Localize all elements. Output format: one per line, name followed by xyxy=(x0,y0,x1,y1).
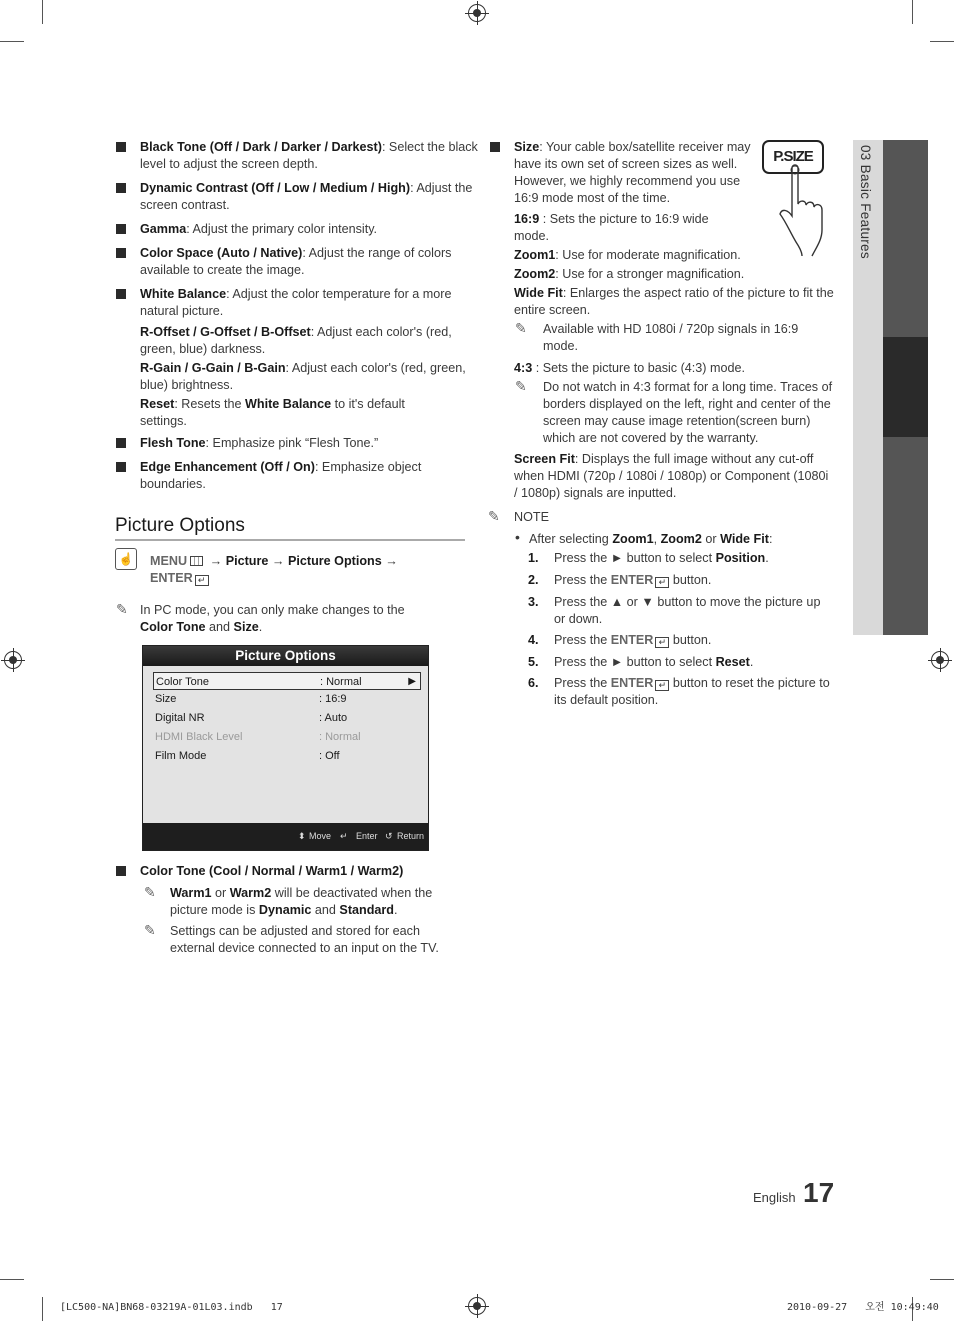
osd-row-color-tone[interactable] xyxy=(153,672,421,690)
bullet-square-icon xyxy=(116,183,126,193)
step-text: button. xyxy=(669,573,712,587)
bullet-flesh-tone xyxy=(140,435,480,452)
step-number: 1. xyxy=(528,551,539,565)
osd-move-label: Move xyxy=(309,831,332,841)
item-title: Edge Enhancement (Off / On) xyxy=(140,460,315,474)
item-desc: : Adjust each color's (red, green, blue) darkness. xyxy=(140,325,452,356)
step-bold: ENTER xyxy=(610,676,654,690)
note-text: Do not watch in 4:3 format for a long time. Traces of borders displayed on the left, right and center of the screen may cause image retention(screen burn) which are not covered by the warranty. xyxy=(543,380,833,445)
page-number: 17 xyxy=(803,1177,835,1208)
item-title: R-Gain / G-Gain / B-Gain xyxy=(140,361,286,375)
osd-row-label: HDMI Black Level xyxy=(155,731,243,743)
note-bold: Standard xyxy=(339,903,395,917)
osd-return-label: Return xyxy=(397,831,425,841)
item-desc: : Resets the xyxy=(174,397,246,411)
item-desc: , xyxy=(653,532,661,546)
bullet-square-icon xyxy=(490,142,500,152)
note-text: . xyxy=(258,620,263,634)
step-text: Press the xyxy=(554,633,611,647)
size-wide-fit xyxy=(514,285,834,319)
item-desc: : Adjust the color temperature for a more natural picture. xyxy=(140,287,452,318)
step-bold: Reset xyxy=(715,655,750,669)
dot-bullet: • xyxy=(515,529,520,545)
chapter-tab-block-active xyxy=(883,337,928,437)
registration-mark-icon xyxy=(468,1297,486,1315)
crop-mark xyxy=(0,41,24,42)
bullet-color-tone xyxy=(140,863,480,880)
enter-label: ENTER xyxy=(150,571,193,585)
hand-pointer-icon: ☝ xyxy=(115,548,137,570)
note-text: and xyxy=(311,903,340,917)
note-text: Settings can be adjusted and stored for each external device connected to an input on the TV. xyxy=(170,924,439,955)
item-bold: Wide Fit xyxy=(720,532,769,546)
osd-row-label: Color Tone xyxy=(156,676,209,688)
step-bold: Position xyxy=(715,551,766,565)
note-text: . xyxy=(394,903,398,917)
crop-mark xyxy=(42,0,43,24)
bullet-size xyxy=(514,139,754,207)
osd-row-label: Size xyxy=(155,693,177,705)
wide-fit-note xyxy=(515,320,823,355)
item-title: R-Offset / G-Offset / B-Offset xyxy=(140,325,311,339)
bullet-black-tone xyxy=(140,139,480,173)
step-text: button to reset the picture to its default position. xyxy=(554,676,830,707)
bullet-square-icon xyxy=(116,248,126,258)
bullet-square-icon xyxy=(116,289,126,299)
item-title: Zoom2 xyxy=(514,267,556,281)
pencil-icon: ✎ xyxy=(144,884,156,900)
note-bold: Color Tone xyxy=(140,620,206,634)
enter-icon: ↵ xyxy=(340,831,348,841)
crop-mark xyxy=(930,1279,954,1280)
note-text: will be deactivated when the picture mode is xyxy=(170,886,433,917)
note-text: Available with HD 1080i / 720p signals in 16:9 mode. xyxy=(543,322,799,353)
chapter-tab-block xyxy=(883,437,928,635)
step-number: 3. xyxy=(528,595,539,609)
note-bold: Dynamic xyxy=(258,903,312,917)
path-picture-options: Picture Options xyxy=(287,554,382,568)
size-4-3 xyxy=(514,360,834,377)
item-desc: : Select the black level to adjust the screen depth. xyxy=(140,140,478,171)
enter-icon: ↵ xyxy=(655,577,669,588)
note-label: NOTE xyxy=(514,510,549,524)
hand-press-icon xyxy=(776,160,842,258)
menu-grid-icon xyxy=(190,556,203,566)
path-picture: Picture xyxy=(225,554,269,568)
note-text: and xyxy=(205,620,234,634)
crop-mark xyxy=(930,41,954,42)
step-text: Press the xyxy=(554,676,611,690)
step-item xyxy=(528,632,834,649)
osd-row-hdmi-black-level xyxy=(153,728,421,746)
item-desc: : Adjust the screen contrast. xyxy=(140,181,473,212)
step-number: 4. xyxy=(528,633,539,647)
bullet-dynamic-contrast xyxy=(140,180,480,214)
item-desc: or xyxy=(701,532,721,546)
size-screen-fit xyxy=(514,451,834,502)
pencil-icon: ✎ xyxy=(515,320,527,336)
size-16-9 xyxy=(514,211,729,245)
pencil-icon: ✎ xyxy=(116,601,128,617)
item-title: Zoom1 xyxy=(514,248,556,262)
item-desc: : Use for moderate magnification. xyxy=(555,248,741,262)
step-item xyxy=(528,572,834,589)
osd-row-value: : Auto xyxy=(319,712,348,724)
osd-picture-options-menu xyxy=(142,645,429,851)
item-title: Wide Fit xyxy=(514,286,563,300)
item-title: Dynamic Contrast (Off / Low / Medium / High) xyxy=(140,181,411,195)
step-bold: ENTER xyxy=(610,573,654,587)
item-title: Screen Fit xyxy=(514,452,575,466)
path-arrow: → xyxy=(206,554,226,568)
note-bold: Warm1 xyxy=(170,886,212,900)
item-title: Size xyxy=(514,140,540,154)
section-title: Picture Options xyxy=(115,517,465,541)
bullet-color-space xyxy=(140,245,480,279)
sub-offset xyxy=(140,324,480,358)
osd-row-value: : Normal xyxy=(320,676,362,688)
item-desc: : Emphasize pink “Flesh Tone.” xyxy=(205,436,379,450)
bullet-square-icon xyxy=(116,224,126,234)
enter-icon: ↵ xyxy=(655,680,669,691)
item-desc: : Displays the full image without any cut-off when HDMI (720p / 1080i / 1080p) or Component (1080i / 1080p) signals are inputted. xyxy=(514,452,829,500)
step-text: . xyxy=(765,551,769,565)
enter-icon: ↵ xyxy=(655,637,669,648)
registration-mark-icon xyxy=(931,651,949,669)
step-text: Press the ► button to select xyxy=(554,551,716,565)
osd-row-value: : Off xyxy=(319,750,340,762)
item-desc: : Adjust each color's (red, green, blue) brightness. xyxy=(140,361,466,392)
bullet-square-icon xyxy=(116,438,126,448)
item-desc: : Adjust the range of colors available to create the image. xyxy=(140,246,452,277)
path-arrow: → xyxy=(381,554,398,568)
osd-enter-label: Enter xyxy=(356,831,378,841)
item-desc: : Use for a stronger magnification. xyxy=(555,267,745,281)
item-title: Gamma xyxy=(140,222,187,236)
registration-mark-icon xyxy=(4,651,22,669)
crop-mark xyxy=(0,1279,24,1280)
note-heading xyxy=(488,508,549,526)
psize-button-icon: P.SIZE xyxy=(762,140,824,174)
menu-path xyxy=(150,553,430,587)
crop-mark xyxy=(912,0,913,24)
item-desc: After selecting xyxy=(529,532,613,546)
sub-gain xyxy=(140,360,480,394)
crop-mark xyxy=(42,1297,43,1321)
item-title: Reset xyxy=(140,397,175,411)
note-text: or xyxy=(211,886,230,900)
osd-title: Picture Options xyxy=(143,646,428,666)
bullet-square-icon xyxy=(116,142,126,152)
step-item xyxy=(528,654,834,671)
step-number: 2. xyxy=(528,573,539,587)
warm-note xyxy=(144,884,460,919)
footer-language: English xyxy=(753,1190,796,1205)
item-title: Color Space (Auto / Native) xyxy=(140,246,303,260)
sub-reset xyxy=(140,396,440,430)
item-desc: : xyxy=(768,532,773,546)
move-icon: ⬍ xyxy=(298,831,306,841)
bullet-square-icon xyxy=(116,866,126,876)
step-text: Press the ► button to select xyxy=(554,655,716,669)
osd-row-value: : 16:9 xyxy=(319,693,347,705)
chapter-label: 03 Basic Features xyxy=(858,145,873,259)
osd-row-size[interactable] xyxy=(153,690,421,708)
footer-date: 2010-09-27 오전 10:49:40 xyxy=(787,1302,939,1313)
step-number: 5. xyxy=(528,655,539,669)
osd-footer xyxy=(143,823,428,850)
item-title: 16:9 xyxy=(514,212,540,226)
size-zoom2 xyxy=(514,266,764,283)
osd-row-digital-nr[interactable] xyxy=(153,709,421,727)
item-desc-bold: White Balance xyxy=(245,397,332,411)
arrow-right-icon: ▶ xyxy=(408,676,416,687)
four-three-note xyxy=(515,378,835,447)
pencil-icon: ✎ xyxy=(144,922,156,938)
step-text: Press the ▲ or ▼ button to move the picture up or down. xyxy=(554,595,821,626)
step-text: Press the xyxy=(554,573,611,587)
settings-note xyxy=(144,922,460,957)
bullet-white-balance xyxy=(140,286,480,320)
pencil-icon: ✎ xyxy=(515,378,527,394)
bullet-gamma xyxy=(140,221,480,238)
osd-row-label: Film Mode xyxy=(155,750,207,762)
item-bold: Zoom2 xyxy=(660,532,702,546)
menu-label: MENU xyxy=(150,554,188,568)
enter-icon: ↵ xyxy=(195,575,209,586)
size-zoom1 xyxy=(514,247,764,264)
note-bold: Warm2 xyxy=(229,886,272,900)
item-bold: Zoom1 xyxy=(612,532,654,546)
item-title: Flesh Tone xyxy=(140,436,206,450)
item-title: Color Tone (Cool / Normal / Warm1 / Warm2) xyxy=(140,864,404,878)
item-desc: : Enlarges the aspect ratio of the picture to fit the entire screen. xyxy=(514,286,834,317)
item-title: 4:3 xyxy=(514,361,533,375)
bullet-square-icon xyxy=(116,462,126,472)
step-item xyxy=(528,675,834,709)
osd-row-film-mode[interactable] xyxy=(153,747,421,765)
osd-row-value: : Normal xyxy=(319,731,361,743)
item-desc: : Sets the picture to basic (4:3) mode. xyxy=(532,361,745,375)
step-number: 6. xyxy=(528,676,539,690)
chapter-tab-block xyxy=(883,140,928,337)
pc-mode-note xyxy=(116,601,440,636)
osd-row-label: Digital NR xyxy=(155,712,205,724)
pencil-icon: ✎ xyxy=(488,508,500,524)
item-desc: to it's default settings. xyxy=(140,397,405,428)
registration-mark-icon xyxy=(468,4,486,22)
path-arrow: → xyxy=(268,554,288,568)
step-bold: ENTER xyxy=(610,633,654,647)
return-icon: ↺ xyxy=(385,831,393,841)
step-text: . xyxy=(749,655,754,669)
step-text: button. xyxy=(669,633,712,647)
item-desc: : Emphasize object boundaries. xyxy=(140,460,422,491)
item-desc: : Sets the picture to 16:9 wide mode. xyxy=(514,212,709,243)
step-item xyxy=(528,594,834,628)
step-item xyxy=(528,550,834,567)
item-title: White Balance xyxy=(140,287,227,301)
item-desc: : Adjust the primary color intensity. xyxy=(186,222,378,236)
item-desc: : Your cable box/satellite receiver may have its own set of screen sizes as well. However, we highly recommend you use 16:9 mode most of the time. xyxy=(514,140,751,205)
note-bold: Size xyxy=(233,620,259,634)
item-title: Black Tone (Off / Dark / Darker / Darkest) xyxy=(140,140,382,154)
after-selecting xyxy=(515,529,839,548)
note-text: In PC mode, you can only make changes to the xyxy=(140,603,405,617)
footer-file: [LC500-NA]BN68-03219A-01L03.indb 17 xyxy=(60,1302,283,1313)
bullet-edge-enhancement xyxy=(140,459,440,493)
